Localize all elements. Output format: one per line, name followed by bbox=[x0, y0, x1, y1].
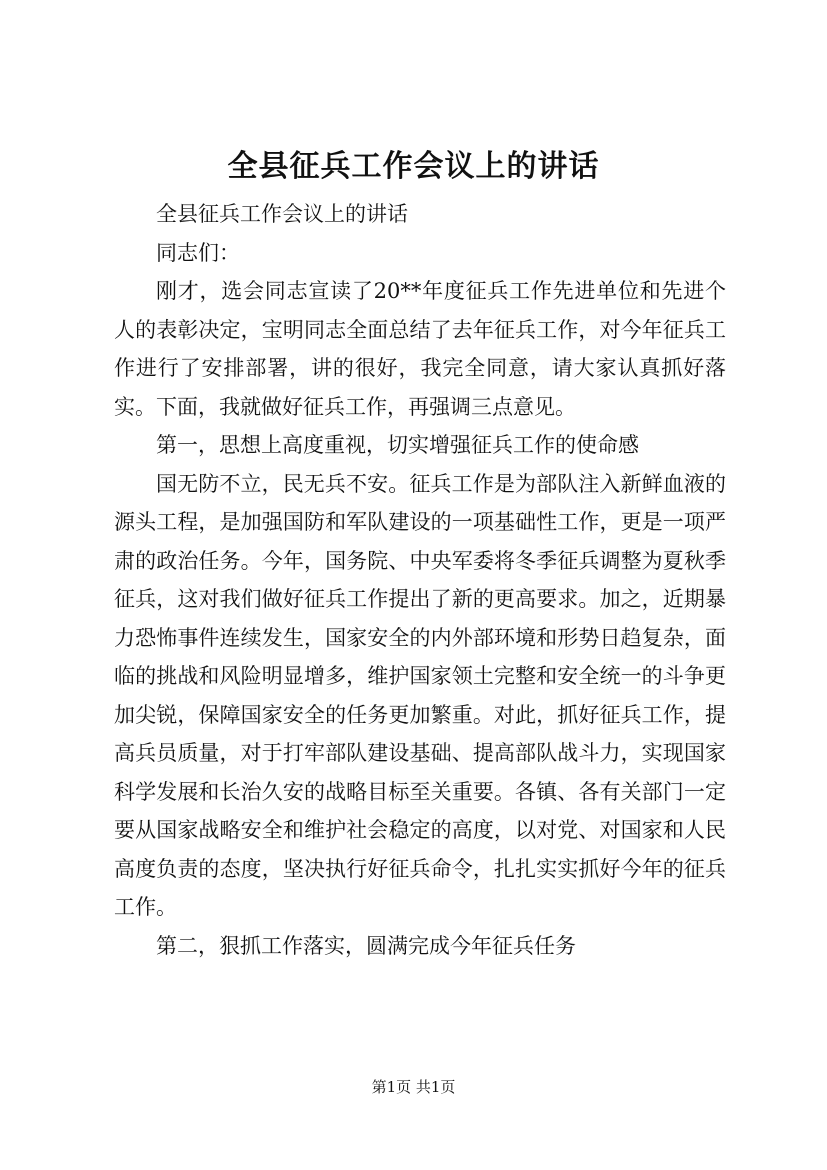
section-heading-2: 第二，狠抓工作落实，圆满完成今年征兵任务 bbox=[156, 933, 576, 958]
page-number-footer: 第1页 共1页 bbox=[371, 1078, 456, 1096]
document-title: 全县征兵工作会议上的讲话 bbox=[227, 149, 600, 184]
section-heading-1: 第一，思想上高度重视，切实增强征兵工作的使命感 bbox=[156, 433, 639, 457]
document-body bbox=[114, 195, 726, 965]
salutation-paragraph: 同志们： bbox=[156, 240, 240, 265]
section-1-paragraph: 国无防不立，民无兵不安。征兵工作是为部队注入新鲜血液的源头工程，是加强国防和军队建设的一项基础性工作，更是一项严肃的政治任务。今年，国务院、中央军委将冬季征兵调整为夏秋季征兵，这对我们做好征兵工作提出了新的更高要求。加之，近期暴力恐怖事件连续发生，国家安全的内外部环境和形势日趋复杂，面临的挑战和风险明显增多，维护国家领土完整和安全统一的斗争更加尖锐，保障国家安全的任务更加繁重。对此，抓好征兵工作，提高兵员质量，对于打牢部队建设基础、提高部队战斗力，实现国家科学发展和长治久安的战略目标至关重要。各镇、各有关部门一定要从国家战略安全和维护社会稳定的高度，以对党、对国家和人民高度负责的态度，坚决执行好征兵命令，扎扎实实抓好今年的征兵工作。 bbox=[114, 471, 726, 919]
subtitle-paragraph: 全县征兵工作会议上的讲话 bbox=[156, 202, 408, 226]
intro-paragraph: 刚才，选会同志宣读了20**年度征兵工作先进单位和先进个人的表彰决定，宝明同志全面总结了去年征兵工作，对今年征兵工作进行了安排部署，讲的很好，我完全同意，请大家认真抓好落实。下面，我就做好征兵工作，再强调三点意见。 bbox=[114, 279, 726, 419]
